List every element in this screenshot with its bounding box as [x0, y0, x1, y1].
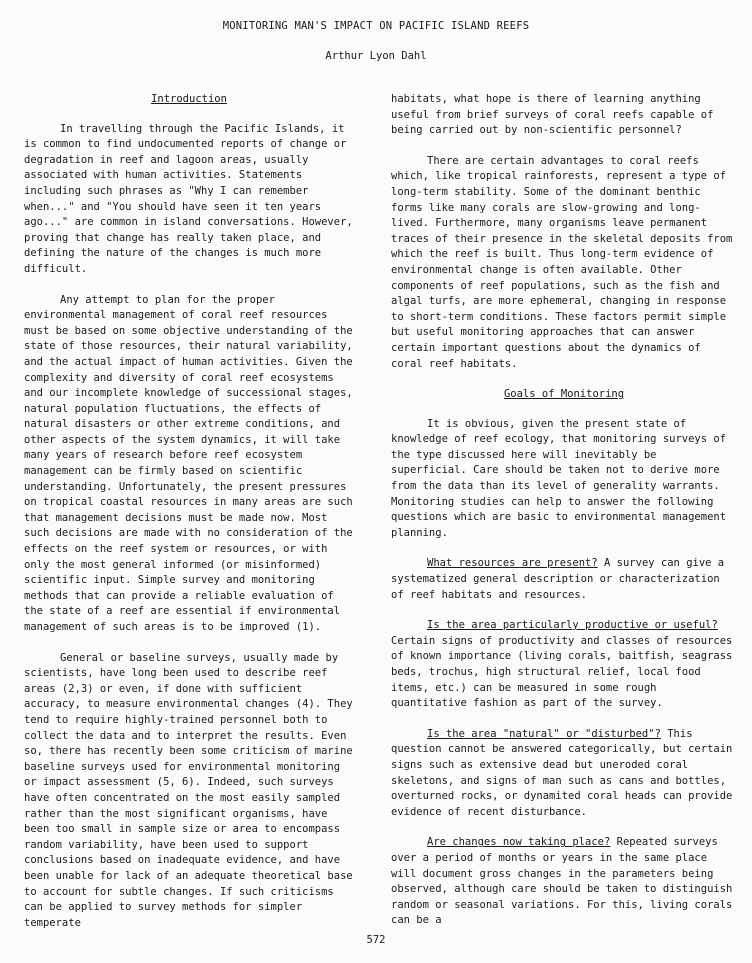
- question-paragraph: [391, 835, 737, 929]
- question-lead: Is the area particularly productive or useful?: [427, 619, 718, 632]
- paragraph: In travelling through the Pacific Islands, it is common to find undocumented reports of change or degradation in reef and lagoon areas, usually associated with human activities. Statements including such phrases as "Why I can remember when..." and "You should have seen it ten years ago..." are common in island conversations. However, proving that change has really taken place, and defining the nature of the changes is much more difficult.: [24, 122, 353, 275]
- question-text: Repeated surveys over a period of months or years in the same place will document gross changes in the parameters being observed, although care should be taken to distinguish random or seasonal variations. For this, living corals can be a: [391, 836, 733, 927]
- page-number: 572: [366, 934, 386, 946]
- section-heading-introduction: Introduction: [151, 93, 227, 105]
- page-title: MONITORING MAN'S IMPACT ON PACIFIC ISLAND REEFS: [222, 20, 530, 32]
- paragraph: It is obvious, given the present state of knowledge of reef ecology, that monitoring surveys of the type discussed here will inevitably be superficial. Care should be taken not to derive more from the data than its level of generality warrants. Monitoring studies can help to answer the following questions which are basic to environmental management planning.: [391, 417, 727, 539]
- author: Arthur Lyon Dahl: [325, 50, 427, 62]
- question-lead: Is the area "natural" or "disturbed"?: [427, 727, 661, 740]
- question-lead: What resources are present?: [427, 557, 598, 570]
- right-column: [391, 92, 737, 944]
- left-column: [24, 92, 354, 946]
- paragraph: Any attempt to plan for the proper environmental management of coral reef resources must be based on some objective understanding of the state of those resources, their natural variability, and the actual impact of human activities. Given the complexity and diversity of coral reef ecosystems and our incomplete knowledge of successional stages, natural population fluctuations, the effects of natural disasters or other extreme conditions, and other aspects of the system dynamics, it will take many years of research before reef ecosystem management can be firmly based on scientific understanding. Unfortunately, the present pressures on tropical coastal resources in many areas are such that management decisions must be made now. Most such decisions are made with no consideration of the effects on the reef system or resources, or with only the most general informed (or misinformed) scientific input. Simple survey and monitoring methods that can provide a reliable evaluation of the state of a reef are essential if environmental management of such areas is to be improved (1).: [24, 293, 353, 633]
- question-text: A survey can give a systematized general description or characterization of reef habitats and resources.: [391, 557, 725, 601]
- question-text: This question cannot be answered categorically, but certain signs such as extensive dead but uneroded coral skeletons, and signs of man such as cans and bottles, overturned rocks, or dynamited coral heads can provide evidence of recent disturbance.: [391, 727, 733, 818]
- paragraph: There are certain advantages to coral reefs which, like tropical rainforests, represent a type of long-term stability. Some of the dominant benthic forms like many corals are slow-growing and long-lived. Furthermore, many organisms leave permanent traces of their presence in the skeletal deposits from which the reef is built. Thus long-term evidence of environmental change is often available. Other components of reef populations, such as the fish and algal turfs, are more ephemeral, changing in response to short-term conditions. These factors permit simple but useful monitoring approaches that can answer certain important questions about the dynamics of coral reef habitats.: [391, 154, 733, 370]
- question-paragraph: [391, 618, 737, 712]
- paragraph-continuation: habitats, what hope is there of learning anything useful from brief surveys of coral reefs capable of being carried out by non-scientific personnel?: [391, 93, 714, 137]
- question-paragraph: [391, 556, 737, 603]
- paragraph: General or baseline surveys, usually made by scientists, have long been used to describe reef areas (2,3) or even, if done with sufficient accuracy, to measure environmental changes (4). They tend to require highly-trained personnel both to collect the data and to interpret the results. Even so, there has recently been some criticism of marine baseline surveys used for environmental monitoring or impact assessment (5, 6). Indeed, such surveys have often concentrated on the most easily sampled rather than the most significant organisms, have been too small in sample size or area to encompass random variability, have been used to support conclusions based on inadequate evidence, and have been unable for lack of an adequate theoretical base to account for subtle changes. If such criticisms can be applied to survey methods for simpler temperate: [24, 651, 353, 929]
- question-lead: Are changes now taking place?: [427, 836, 611, 849]
- question-text: Certain signs of productivity and classes of resources of known importance (living corals, baitfish, seagrass beds, trochus, high structural relief, local food items, etc.) can be measured in some rough quantitative fashion as part of the survey.: [391, 634, 733, 710]
- question-paragraph: [391, 727, 737, 821]
- section-heading-goals: Goals of Monitoring: [503, 388, 625, 401]
